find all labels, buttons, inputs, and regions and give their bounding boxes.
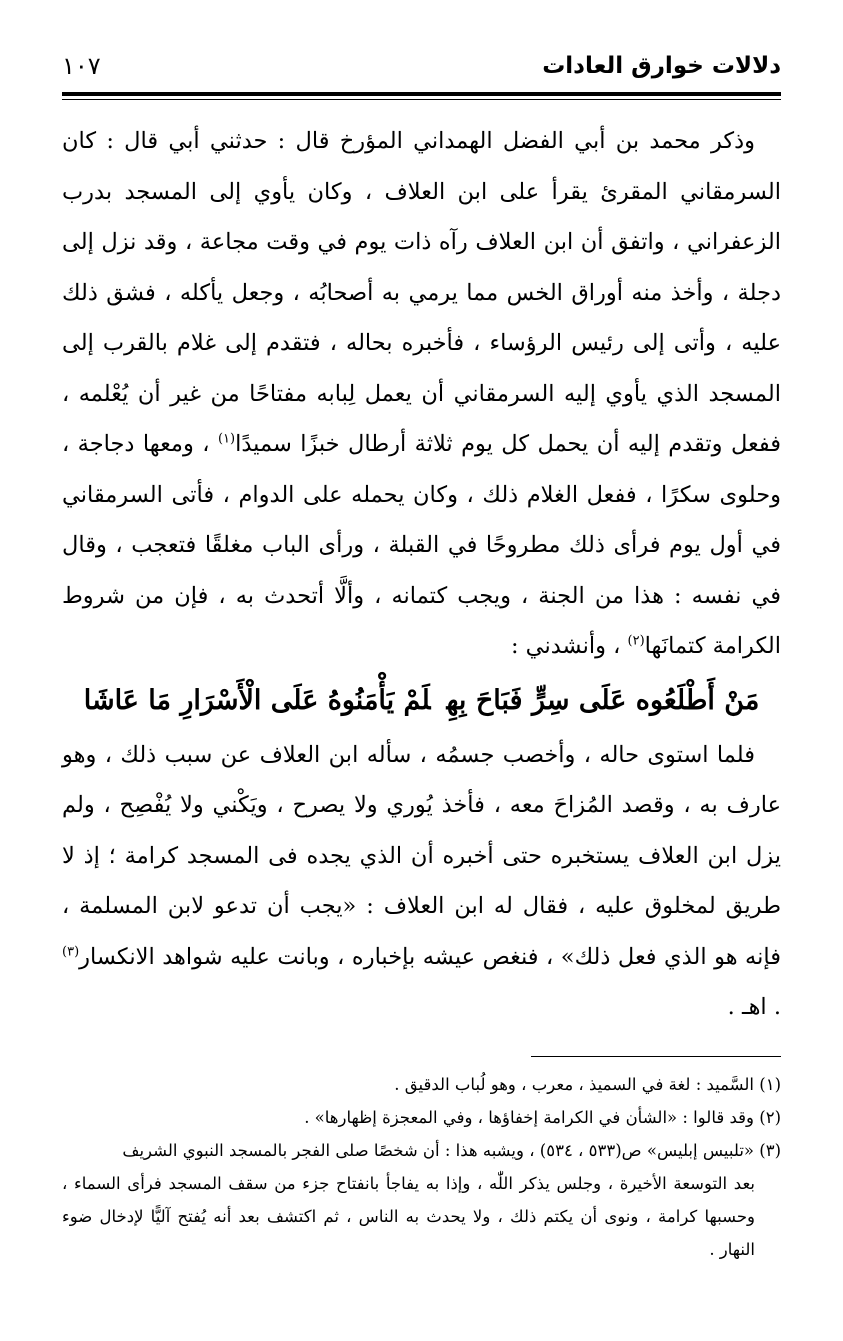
running-head: دلالات خوارق العادات (542, 53, 781, 79)
footnotes (62, 1068, 781, 1266)
header-rule-thick (62, 92, 781, 96)
footnote-3: (٣) «تلبيس إبليس» ص(٥٣٣ ، ٥٣٤) ، ويشبه هذا : أن شخصًا صلى الفجر بالمسجد النبوي الشريف (122, 1141, 781, 1160)
main-text (62, 116, 781, 1033)
paragraph-2-end: . اهـ . (727, 994, 781, 1020)
paragraph-1-text: وذكر محمد بن أبي الفضل الهمداني المؤرخ قال : حدثني أبي قال : كان السرمقاني المقرئ يقرأ على ابن العلاف ، وكان يأوي إلى المسجد بدرب الزعفراني ، واتفق أن ابن العلاف رآه ذات يوم في وقت مجاعة ، وقد نزل إلى دجلة ، وأخذ منه أوراق الخس مما يرمي به أصحابُه ، وجعل يأكله ، فشق ذلك عليه ، وأتى إلى رئيس الرؤساء ، فأخبره بحاله ، فتقدم إلى غلام بالقرب إلى المسجد الذي يأوي إليه السرمقاني أن يعمل لِبابه مفتاحًا من غير أن يُعْلمه ، ففعل وتقدم إليه أن يحمل كل يوم ثلاثة أرطال خبزًا سميدًا (62, 128, 781, 457)
footnote-1: (١) السَّميد : لغة في السميذ ، معرب ، وهو لُباب الدقيق . (394, 1075, 781, 1094)
page-number: ١٠٧ (62, 52, 101, 80)
verse-first-hemistich: مَنْ أَطْلَعُوه عَلَى سِرٍّ فَبَاحَ بِهِ (446, 684, 760, 716)
footnote-3-continuation: بعد التوسعة الأخيرة ، وجلس يذكر اللّٰه ، وإذا به يفاجأ بانفتاح جزء من سقف المسجد فرأى السماء ، وحسبها كرامة ، ونوى أن يكتم ذلك ، ولا يحدث به الناس ، ثم اكتشف بعد أنه يُفتح آليًّا لإدخال ضوء النهار . (62, 1174, 755, 1259)
footnote-ref-2: (٢) (627, 633, 645, 649)
verse-second-hemistich: لَمْ يَأْمَنُوهُ عَلَى الْأَسْرَارِ مَا عَاشَا (83, 684, 431, 716)
footnote-separator (531, 1056, 781, 1057)
poem-verse (62, 672, 781, 730)
paragraph-1-continuation: ، ومعها دجاجة ، وحلوى سكرًا ، ففعل الغلام ذلك ، وكان يحمله على الدوام ، فأتى السرمقاني في أول يوم فرأى ذلك مطروحًا في القبلة ، ورأى الباب مغلقًا فتعجب ، وقال في نفسه : هذا من الجنة ، ويجب كتمانه ، وألَّا أتحدث به ، فإن من شروط الكرامة كتمانَها (62, 431, 781, 659)
header-rule-thin (62, 99, 781, 100)
paragraph-2 (62, 730, 781, 1033)
paragraph-1 (62, 116, 781, 672)
footnote-2: (٢) وقد قالوا : «الشأن في الكرامة إخفاؤها ، وفي المعجزة إظهارها» . (304, 1108, 781, 1127)
footnote-ref-1: (١) (217, 431, 236, 447)
paragraph-1-end: ، وأنشدني : (510, 633, 628, 659)
paragraph-2-text: فلما استوى حاله ، وأخصب جسمُه ، سأله ابن العلاف عن سبب ذلك ، وهو عارف به ، وقصد المُزاحَ معه ، فأخذ يُوري ولا يصرح ، ويَكْني ولا يُفْصِح ، ولم يزل ابن العلاف يستخبره حتى أخبره أن الذي يجده فى المسجد كرامة ؛ إذ لا طريق لمخلوق عليه ، فقال له ابن العلاف : «يجب أن تدعو لابن المسلمة ، فإنه هو الذي فعل ذلك» ، فنغص عيشه بإخباره ، وبانت عليه شواهد الانكسار (62, 741, 781, 970)
footnote-ref-3: (٣) (62, 944, 80, 959)
page-header (62, 46, 781, 86)
